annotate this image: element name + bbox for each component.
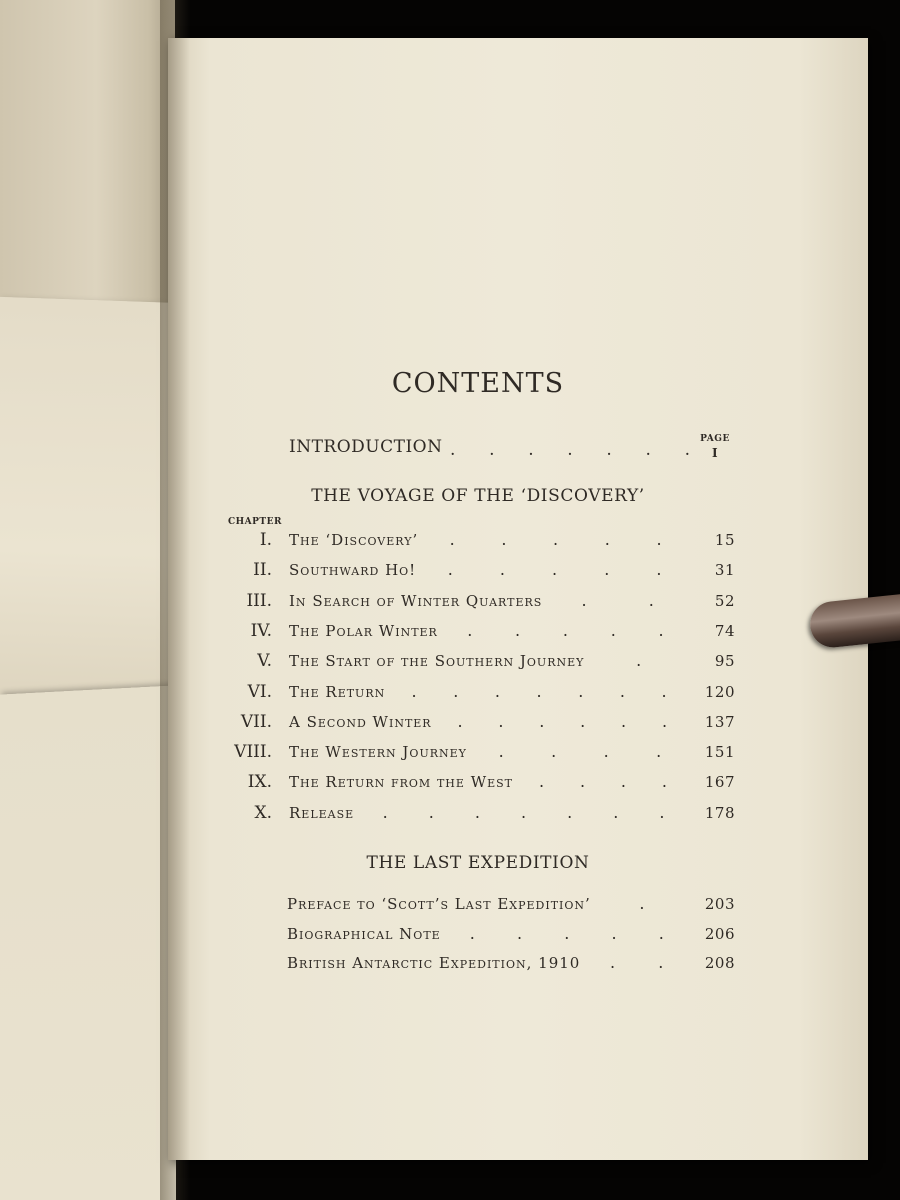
section-heading-voyage: THE VOYAGE OF THE ‘DISCOVERY’ — [311, 486, 645, 506]
list-item — [287, 924, 735, 948]
left-folded-sheet — [0, 297, 182, 723]
chapter-title: The Western Journey — [289, 743, 467, 762]
leader-dots: . . . . . — [447, 560, 662, 580]
chapter-number: IX. — [247, 772, 272, 793]
chapter-page: 167 — [704, 773, 735, 792]
chapter-number: VI. — [247, 681, 272, 702]
table-row — [200, 530, 735, 554]
leader-dots: . . — [581, 590, 654, 610]
chapter-title: In Search of Winter Quarters — [289, 591, 543, 610]
leader-dots: . . . . . — [469, 923, 664, 943]
leader-dots: . . . . — [538, 772, 667, 792]
chapter-number: I. — [259, 530, 272, 550]
chapter-number: VII. — [240, 711, 272, 732]
page-label: PAGE — [700, 434, 730, 444]
table-row — [200, 560, 735, 584]
chapter-number: III. — [246, 590, 272, 611]
chapter-number: II. — [253, 560, 272, 581]
back-matter-page: 203 — [704, 895, 735, 913]
back-matter-title: Preface to ‘Scott’s Last Expedition’ — [287, 895, 591, 913]
table-row — [200, 712, 735, 736]
section-heading-last-expedition: THE LAST EXPEDITION — [366, 853, 590, 873]
back-matter-page: 208 — [704, 954, 735, 972]
chapter-page: 15 — [714, 531, 735, 549]
chapter-column-header: CHAPTER — [228, 517, 282, 527]
chapter-number: X. — [254, 802, 272, 823]
chapter-title: The ‘Discovery’ — [289, 531, 419, 549]
chapter-title: A Second Winter — [289, 712, 432, 731]
list-item — [287, 953, 735, 977]
list-item — [287, 894, 735, 918]
leader-dots: . . . . . . . — [382, 802, 665, 822]
table-row — [200, 772, 735, 796]
leader-dots: . . . . . . . — [411, 681, 667, 701]
book-gutter — [160, 0, 190, 1200]
leader-dots: . . . . . — [467, 620, 664, 640]
introduction-leader-dots: . . . . . . . — [450, 440, 690, 460]
chapter-page: 137 — [704, 712, 735, 731]
back-matter-title: Biographical Note — [287, 924, 441, 943]
back-matter-title: British Antarctic Expedition, 1910 — [287, 954, 581, 972]
chapter-page: 31 — [714, 561, 735, 580]
chapter-title: Southward Ho! — [289, 561, 417, 580]
leader-dots: . . . . . . — [457, 711, 668, 731]
chapter-page: 120 — [704, 682, 735, 701]
chapter-title: The Return from the West — [289, 773, 514, 792]
leader-dots: . . . . — [498, 742, 662, 762]
chapter-page: 178 — [704, 803, 735, 822]
chapter-page: 52 — [714, 591, 735, 610]
leader-dots: . . — [609, 953, 664, 972]
table-row — [200, 742, 735, 766]
chapter-page: 151 — [704, 743, 735, 762]
table-row — [200, 591, 735, 615]
table-row — [200, 682, 735, 706]
page-column-header — [690, 434, 740, 460]
introduction-entry: INTRODUCTION — [289, 437, 443, 457]
left-lower-sheet — [0, 685, 176, 1200]
chapter-page: 74 — [714, 621, 735, 640]
chapter-page: 95 — [714, 652, 735, 671]
table-row — [200, 803, 735, 827]
chapter-number: IV. — [250, 620, 272, 641]
back-matter-page: 206 — [704, 924, 735, 943]
chapter-title: The Polar Winter — [289, 621, 438, 640]
chapter-number: V. — [257, 651, 272, 672]
chapter-title: Release — [289, 803, 355, 822]
page-title: CONTENTS — [391, 368, 565, 399]
introduction-page: I — [711, 446, 719, 460]
leader-dots: . — [636, 651, 642, 671]
chapter-title: The Start of the Southern Journey — [289, 652, 585, 671]
table-row — [200, 621, 735, 645]
table-row — [200, 651, 735, 675]
leader-dots: . — [639, 894, 645, 913]
chapter-number: VIII. — [234, 742, 272, 763]
chapter-title: The Return — [289, 682, 386, 701]
leader-dots: . . . . . — [449, 530, 662, 549]
